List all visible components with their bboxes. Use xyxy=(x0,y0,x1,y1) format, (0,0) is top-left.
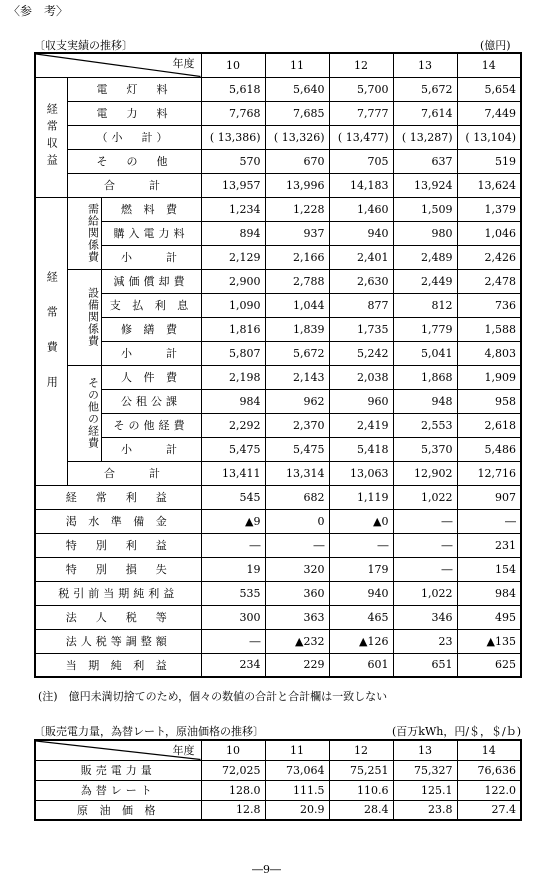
revenue-group-label: 経常収益 xyxy=(35,77,67,197)
table-row xyxy=(35,125,521,149)
row-label: 販売電力量 xyxy=(35,760,201,780)
row-label: 特 別 損 失 xyxy=(35,557,201,581)
value-cell: 2,630 xyxy=(329,269,393,293)
value-cell: ▲135 xyxy=(457,629,521,653)
value-cell: 907 xyxy=(457,485,521,509)
value-cell: 535 xyxy=(201,581,265,605)
year-header: 14 xyxy=(457,740,521,760)
expense-subgroup-label: 需給関係費 xyxy=(67,197,101,269)
value-cell: 13,624 xyxy=(457,173,521,197)
value-cell: 682 xyxy=(265,485,329,509)
value-cell: ▲126 xyxy=(329,629,393,653)
table1-unit: (億円) xyxy=(480,39,511,52)
value-cell: 28.4 xyxy=(329,800,393,820)
value-cell: 12,902 xyxy=(393,461,457,485)
value-cell: 5,418 xyxy=(329,437,393,461)
value-cell: 940 xyxy=(329,221,393,245)
row-label: （小 計） xyxy=(67,125,201,149)
header-row xyxy=(35,740,521,760)
value-cell: 125.1 xyxy=(393,780,457,800)
value-cell: 179 xyxy=(329,557,393,581)
value-cell: ― xyxy=(393,509,457,533)
value-cell: ( 13,104) xyxy=(457,125,521,149)
value-cell: 12,716 xyxy=(457,461,521,485)
value-cell: 7,685 xyxy=(265,101,329,125)
value-cell: 5,370 xyxy=(393,437,457,461)
value-cell: 894 xyxy=(201,221,265,245)
table-row xyxy=(35,221,521,245)
value-cell: 5,618 xyxy=(201,77,265,101)
value-cell: 2,198 xyxy=(201,365,265,389)
value-cell: 76,636 xyxy=(457,760,521,780)
value-cell: 7,768 xyxy=(201,101,265,125)
year-header: 11 xyxy=(265,53,329,77)
value-cell: 2,401 xyxy=(329,245,393,269)
value-cell: 13,924 xyxy=(393,173,457,197)
value-cell: 7,777 xyxy=(329,101,393,125)
value-cell: 13,063 xyxy=(329,461,393,485)
value-cell: 5,486 xyxy=(457,437,521,461)
table-row xyxy=(35,461,521,485)
value-cell: ▲9 xyxy=(201,509,265,533)
expense-group-label: 経常費用 xyxy=(35,197,67,485)
value-cell: ― xyxy=(265,533,329,557)
row-label: 小 計 xyxy=(101,437,201,461)
year-header: 12 xyxy=(329,53,393,77)
value-cell: 980 xyxy=(393,221,457,245)
row-label: 経 常 利 益 xyxy=(35,485,201,509)
value-cell: ― xyxy=(393,533,457,557)
value-cell: ( 13,477) xyxy=(329,125,393,149)
value-cell: 128.0 xyxy=(201,780,265,800)
value-cell: 73,064 xyxy=(265,760,329,780)
value-cell: 625 xyxy=(457,653,521,677)
table-row xyxy=(35,389,521,413)
value-cell: 637 xyxy=(393,149,457,173)
sales-table xyxy=(34,739,522,821)
table2-unit: (百万kWh，円/＄，＄/ｂ) xyxy=(392,725,522,738)
row-label: その他経費 xyxy=(101,413,201,437)
value-cell: 2,788 xyxy=(265,269,329,293)
row-label: 法 人 税 等 xyxy=(35,605,201,629)
value-cell: 122.0 xyxy=(457,780,521,800)
table1-caption: 〔収支実績の推移〕 xyxy=(34,39,133,52)
value-cell: 960 xyxy=(329,389,393,413)
value-cell: 5,640 xyxy=(265,77,329,101)
value-cell: 7,614 xyxy=(393,101,457,125)
value-cell: ( 13,287) xyxy=(393,125,457,149)
value-cell: 12.8 xyxy=(201,800,265,820)
value-cell: 27.4 xyxy=(457,800,521,820)
value-cell: 0 xyxy=(265,509,329,533)
value-cell: 465 xyxy=(329,605,393,629)
value-cell: 5,672 xyxy=(393,77,457,101)
value-cell: 346 xyxy=(393,605,457,629)
value-cell: 1,044 xyxy=(265,293,329,317)
table-row xyxy=(35,800,521,820)
expense-subgroup-label: 設備関係費 xyxy=(67,269,101,365)
value-cell: 154 xyxy=(457,557,521,581)
value-cell: 1,816 xyxy=(201,317,265,341)
table-row xyxy=(35,629,521,653)
value-cell: ― xyxy=(329,533,393,557)
row-label: 合 計 xyxy=(67,461,201,485)
value-cell: 1,839 xyxy=(265,317,329,341)
row-label: 人 件 費 xyxy=(101,365,201,389)
value-cell: 2,419 xyxy=(329,413,393,437)
value-cell: 495 xyxy=(457,605,521,629)
value-cell: 13,411 xyxy=(201,461,265,485)
value-cell: 1,046 xyxy=(457,221,521,245)
value-cell: 962 xyxy=(265,389,329,413)
page-number: ―9― xyxy=(252,863,281,876)
row-label: 修 繕 費 xyxy=(101,317,201,341)
row-label: 小 計 xyxy=(101,341,201,365)
value-cell: 1,460 xyxy=(329,197,393,221)
value-cell: 234 xyxy=(201,653,265,677)
value-cell: 2,449 xyxy=(393,269,457,293)
row-label: 電 灯 料 xyxy=(67,77,201,101)
row-label: 原 油 価 格 xyxy=(35,800,201,820)
value-cell: 1,119 xyxy=(329,485,393,509)
value-cell: 1,735 xyxy=(329,317,393,341)
table-row xyxy=(35,413,521,437)
value-cell: 7,449 xyxy=(457,101,521,125)
row-label: 支 払 利 息 xyxy=(101,293,201,317)
value-cell: 940 xyxy=(329,581,393,605)
value-cell: 23.8 xyxy=(393,800,457,820)
value-cell: 1,022 xyxy=(393,581,457,605)
value-cell: 320 xyxy=(265,557,329,581)
table-row xyxy=(35,605,521,629)
table-row xyxy=(35,509,521,533)
value-cell: 5,475 xyxy=(201,437,265,461)
value-cell: 958 xyxy=(457,389,521,413)
row-label: 合 計 xyxy=(67,173,201,197)
value-cell: 13,996 xyxy=(265,173,329,197)
table-row xyxy=(35,149,521,173)
year-header: 12 xyxy=(329,740,393,760)
value-cell: 19 xyxy=(201,557,265,581)
value-cell: 2,478 xyxy=(457,269,521,293)
value-cell: 601 xyxy=(329,653,393,677)
value-cell: 948 xyxy=(393,389,457,413)
table-row xyxy=(35,437,521,461)
value-cell: 5,672 xyxy=(265,341,329,365)
year-header: 11 xyxy=(265,740,329,760)
table-row xyxy=(35,557,521,581)
value-cell: 1,779 xyxy=(393,317,457,341)
row-label: 公租公課 xyxy=(101,389,201,413)
table-row xyxy=(35,173,521,197)
value-cell: 231 xyxy=(457,533,521,557)
value-cell: 5,807 xyxy=(201,341,265,365)
row-label: そ の 他 xyxy=(67,149,201,173)
table-row xyxy=(35,341,521,365)
value-cell: 300 xyxy=(201,605,265,629)
value-cell: 360 xyxy=(265,581,329,605)
expense-subgroup-label: その他の経費 xyxy=(67,365,101,461)
value-cell: 1,588 xyxy=(457,317,521,341)
value-cell: 2,618 xyxy=(457,413,521,437)
row-label: 渇 水 準 備 金 xyxy=(35,509,201,533)
table-row xyxy=(35,197,521,221)
value-cell: 14,183 xyxy=(329,173,393,197)
value-cell: 736 xyxy=(457,293,521,317)
value-cell: ― xyxy=(201,629,265,653)
year-header: 13 xyxy=(393,53,457,77)
table2-caption: 〔販売電力量，為替レート，原油価格の推移〕 xyxy=(34,725,265,738)
table-row xyxy=(35,365,521,389)
value-cell: 877 xyxy=(329,293,393,317)
value-cell: 1,868 xyxy=(393,365,457,389)
table-row xyxy=(35,269,521,293)
value-cell: 2,553 xyxy=(393,413,457,437)
value-cell: 5,041 xyxy=(393,341,457,365)
row-label: 購入電力料 xyxy=(101,221,201,245)
year-header-diagonal xyxy=(35,53,201,77)
value-cell: 2,143 xyxy=(265,365,329,389)
table-row xyxy=(35,780,521,800)
value-cell: 72,025 xyxy=(201,760,265,780)
value-cell: 4,803 xyxy=(457,341,521,365)
value-cell: ( 13,326) xyxy=(265,125,329,149)
section-title: 〈参 考〉 xyxy=(8,4,69,18)
value-cell: 984 xyxy=(457,581,521,605)
value-cell: ― xyxy=(457,509,521,533)
value-cell: 5,242 xyxy=(329,341,393,365)
value-cell: 20.9 xyxy=(265,800,329,820)
value-cell: 2,292 xyxy=(201,413,265,437)
value-cell: 1,022 xyxy=(393,485,457,509)
value-cell: 2,370 xyxy=(265,413,329,437)
table-row xyxy=(35,245,521,269)
value-cell: 651 xyxy=(393,653,457,677)
value-cell: 111.5 xyxy=(265,780,329,800)
value-cell: 2,900 xyxy=(201,269,265,293)
row-label: 為替レート xyxy=(35,780,201,800)
table-row xyxy=(35,760,521,780)
table-row xyxy=(35,653,521,677)
row-label: 当 期 純 利 益 xyxy=(35,653,201,677)
value-cell: 1,909 xyxy=(457,365,521,389)
value-cell: 1,509 xyxy=(393,197,457,221)
year-header: 14 xyxy=(457,53,521,77)
value-cell: 5,475 xyxy=(265,437,329,461)
table-row xyxy=(35,293,521,317)
year-header-diagonal xyxy=(35,740,201,760)
value-cell: ▲0 xyxy=(329,509,393,533)
value-cell: 670 xyxy=(265,149,329,173)
value-cell: 5,654 xyxy=(457,77,521,101)
table-row xyxy=(35,581,521,605)
value-cell: 705 xyxy=(329,149,393,173)
value-cell: 545 xyxy=(201,485,265,509)
value-cell: 2,489 xyxy=(393,245,457,269)
table1-note: (注) 億円未満切捨てのため，個々の数値の合計と合計欄は一致しない xyxy=(38,690,388,703)
year-header: 13 xyxy=(393,740,457,760)
table-row xyxy=(35,485,521,509)
value-cell: 812 xyxy=(393,293,457,317)
row-label: 税引前当期純利益 xyxy=(35,581,201,605)
value-cell: 1,090 xyxy=(201,293,265,317)
table-row xyxy=(35,317,521,341)
value-cell: 2,426 xyxy=(457,245,521,269)
value-cell: ▲232 xyxy=(265,629,329,653)
year-label: 年度 xyxy=(172,744,195,757)
value-cell: 1,234 xyxy=(201,197,265,221)
value-cell: 2,166 xyxy=(265,245,329,269)
row-label: 減価償却費 xyxy=(101,269,201,293)
value-cell: ( 13,386) xyxy=(201,125,265,149)
value-cell: 363 xyxy=(265,605,329,629)
year-header: 10 xyxy=(201,740,265,760)
value-cell: 1,379 xyxy=(457,197,521,221)
year-label: 年度 xyxy=(172,57,195,70)
row-label: 法人税等調整額 xyxy=(35,629,201,653)
value-cell: 13,957 xyxy=(201,173,265,197)
header-row xyxy=(35,53,521,77)
row-label: 特 別 利 益 xyxy=(35,533,201,557)
income-table xyxy=(34,52,522,678)
value-cell: 937 xyxy=(265,221,329,245)
row-label: 燃 料 費 xyxy=(101,197,201,221)
value-cell: 229 xyxy=(265,653,329,677)
row-label: 電 力 料 xyxy=(67,101,201,125)
table-row xyxy=(35,101,521,125)
value-cell: ― xyxy=(393,557,457,581)
row-label: 小 計 xyxy=(101,245,201,269)
table-row xyxy=(35,77,521,101)
value-cell: 5,700 xyxy=(329,77,393,101)
value-cell: 23 xyxy=(393,629,457,653)
value-cell: 2,038 xyxy=(329,365,393,389)
value-cell: 75,251 xyxy=(329,760,393,780)
value-cell: ― xyxy=(201,533,265,557)
value-cell: 1,228 xyxy=(265,197,329,221)
value-cell: 570 xyxy=(201,149,265,173)
value-cell: 110.6 xyxy=(329,780,393,800)
value-cell: 984 xyxy=(201,389,265,413)
table-row xyxy=(35,533,521,557)
value-cell: 75,327 xyxy=(393,760,457,780)
year-header: 10 xyxy=(201,53,265,77)
value-cell: 13,314 xyxy=(265,461,329,485)
value-cell: 519 xyxy=(457,149,521,173)
value-cell: 2,129 xyxy=(201,245,265,269)
